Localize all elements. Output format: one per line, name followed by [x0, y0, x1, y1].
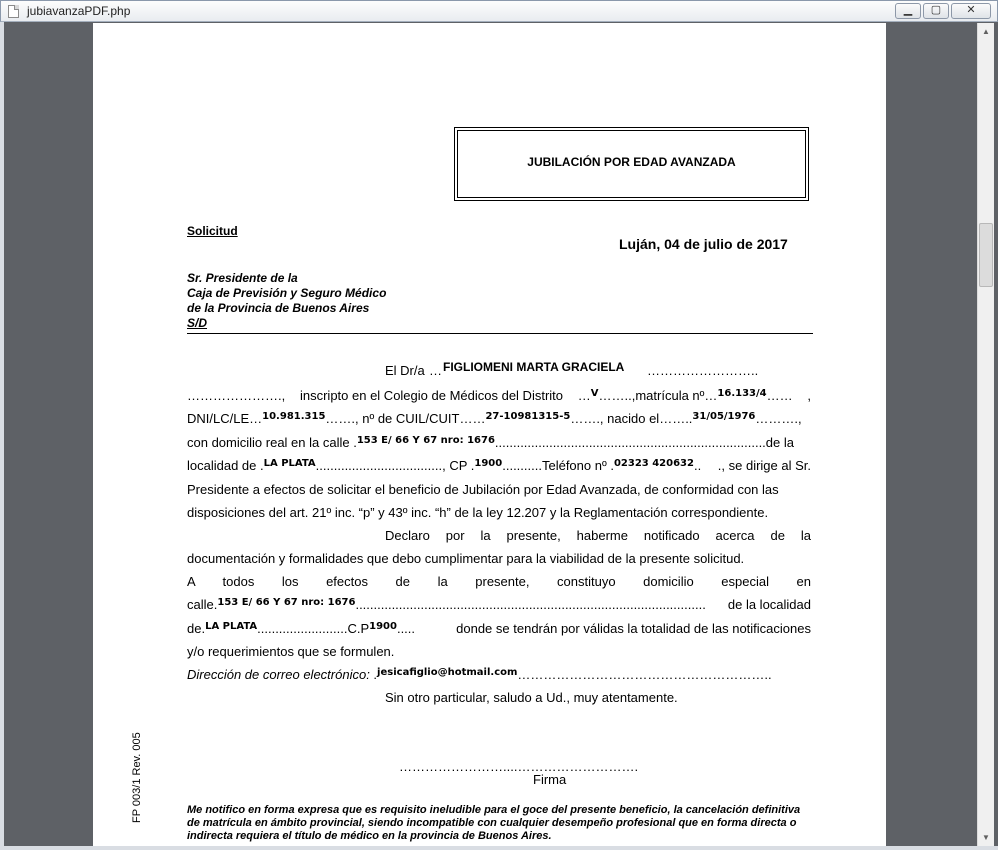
- body-line-9: documentación y formalidades que debo cumplimentar para la viabilidad de la presente solicitud.: [187, 551, 745, 566]
- telefono-label: Teléfono nº: [541, 458, 607, 473]
- cp-value: 1900: [474, 458, 503, 469]
- special-street-value: 153 E/ 66 Y 67 nro: 1676: [217, 597, 356, 608]
- document-title: JUBILACIÓN POR EDAD AVANZADA: [457, 130, 806, 198]
- declaro-text: Declaro por la presente, haberme notificado acerca de la: [385, 528, 811, 543]
- divider-line: [187, 333, 813, 334]
- closing-line: Sin otro particular, saludo a Ud., muy atentamente.: [385, 690, 678, 705]
- matricula-value: 16.133/4: [717, 388, 767, 399]
- district-value: V: [590, 388, 599, 399]
- doctor-prefix: El Dr/a: [385, 363, 425, 378]
- de-label: de: [187, 621, 202, 636]
- addressee-line-1: Sr. Presidente de la: [187, 271, 298, 285]
- email-label: Dirección de correo electrónico:: [187, 667, 370, 682]
- body-line-7: disposiciones del art. 21º inc. “p” y 43º inc. “h” de la ley 12.207 y la Reglamentación correspondiente.: [187, 505, 769, 520]
- body-line-5: localidad de .$^{LA PLATA}$..................................., CP .$^{1900}$...........Teléfono nº .$^{02323 420632}$.. ., se dirige al Sr.: [187, 458, 811, 473]
- localidad-label: localidad de: [187, 458, 257, 473]
- street-value: 153 E/ 66 Y 67 nro: 1676: [356, 435, 495, 446]
- vertical-scrollbar[interactable]: [977, 23, 994, 846]
- scroll-down-arrow-icon[interactable]: ▼: [982, 833, 990, 842]
- body-line-2: …………………., inscripto en el Colegio de Médicos del Distrito …$^V$……..,matrícula nº…$^{16.133/4}$…… ,: [187, 388, 811, 403]
- maximize-button[interactable]: ▢: [923, 3, 949, 19]
- body-line-3: DNI/LC/LE…$^{10.981.315}$……., nº de CUIL/CUIT……$^{27-10981315-5}$……., nacido el……..$^{31/05/1976}$……….,: [187, 411, 802, 426]
- line1-dots: ……………………..: [647, 363, 759, 378]
- locality-value: LA PLATA: [263, 458, 316, 469]
- birth-date-value: 31/05/1976: [692, 411, 756, 422]
- close-button[interactable]: ✕: [951, 3, 991, 19]
- body-text-6: Presidente a efectos de solicitar el beneficio de Jubilación por Edad Avanzada, de conformidad con las: [187, 482, 779, 497]
- cuil-label: ., nº de CUIL/CUIT: [351, 411, 460, 426]
- special-locality-value: LA PLATA: [205, 621, 258, 632]
- body-line-6: [187, 481, 811, 498]
- localidad-suffix: de la localidad: [727, 597, 811, 612]
- document-icon: [8, 5, 19, 18]
- scroll-up-arrow-icon[interactable]: ▲: [982, 27, 990, 36]
- addressee-line-3: de la Provincia de Buenos Aires: [187, 301, 370, 315]
- signature-label: Firma: [533, 772, 567, 787]
- line2-dots: ………………….,: [187, 388, 286, 403]
- window-frame-left: [0, 22, 4, 850]
- addressee-line-2: Caja de Previsión y Seguro Médico: [187, 286, 387, 300]
- domicilio-label: con domicilio real en la calle: [187, 435, 350, 450]
- pdf-page: [93, 23, 886, 846]
- efectos-text: A todos los efectos de la presente, constituyo domicilio especial en: [187, 574, 811, 589]
- body-line-10: [187, 573, 811, 590]
- addressee-block: [187, 271, 386, 331]
- body-line-11: calle.$^{153 E/ 66 Y 67 nro: 1676}$................................................................................................. de la localidad: [187, 597, 811, 612]
- notificaciones-text: donde se tendrán por válidas la totalidad de las notificaciones: [456, 621, 811, 636]
- email-value: jesicafiglio@hotmail.com: [377, 667, 518, 678]
- title-box: [454, 127, 809, 201]
- email-line: Dirección de correo electrónico: .$^{jesicafiglio@hotmail.com}$…………………………………………………..: [187, 667, 772, 682]
- body-line-13: y/o requerimientos que se formulen.: [187, 644, 395, 659]
- window-title: jubiavanzaPDF.php: [27, 4, 131, 18]
- calle-label: calle: [187, 597, 214, 612]
- body-line-12: $de.^{LA PLATA}.........................C.P^{1900}$..... donde se tendrán por válidas la totalidad de las notificaciones: [187, 621, 811, 636]
- body-line-4: con domicilio real en la calle .$^{153 E/ 66 Y 67 nro: 1676}$...........................................................................de la: [187, 435, 794, 450]
- solicitud-heading: Solicitud: [187, 224, 238, 238]
- notice-paragraph: Me notifico en forma expresa que es requisito ineludible para el goce del presente beneficio, la cancelación definitiva de matrícula en ámbito provincial, siendo incompatible con cualquier desempeño profesional que en forma directa o indirecta requiera el título de médico en la provincia de Buenos Aires.: [187, 804, 801, 842]
- dni-label: DNI/LC/LE: [187, 411, 250, 426]
- dirige-text: ., se dirige al Sr.: [717, 458, 811, 473]
- window-controls: [895, 3, 991, 19]
- phone-value: 02323 420632: [613, 458, 694, 469]
- doctor-name-value: FIGLIOMENI MARTA GRACIELA: [443, 360, 625, 374]
- inscripto-text: inscripto en el Colegio de Médicos del Distrito: [299, 388, 563, 403]
- signature-line: ……………………....……………………….: [399, 759, 639, 774]
- window-frame-bottom: [0, 846, 998, 850]
- nacido-label: ., nacido el: [596, 411, 660, 426]
- form-code: FP 003/1 Rev. 005: [131, 732, 143, 823]
- cuil-value: 27-10981315-5: [485, 411, 571, 422]
- window-titlebar: [0, 0, 998, 22]
- scrollbar-thumb[interactable]: [979, 223, 993, 287]
- addressee-line-4: S/D: [187, 316, 208, 330]
- matricula-label: .,matrícula nº: [628, 388, 705, 403]
- body-line-1: El Dr/a … FIGLIOMENI MARTA GRACIELA ……………………..: [385, 360, 759, 378]
- body-line-8: [385, 527, 811, 544]
- de-la-text: de la: [765, 435, 794, 450]
- cp-label: , CP: [442, 458, 468, 473]
- dni-value: 10.981.315: [262, 411, 326, 422]
- date-line: Luján, 04 de julio de 2017: [619, 236, 788, 252]
- minimize-button[interactable]: ▁: [895, 3, 921, 19]
- special-cp-value: 1900: [369, 621, 397, 632]
- special-cp-label: C.P: [347, 621, 370, 636]
